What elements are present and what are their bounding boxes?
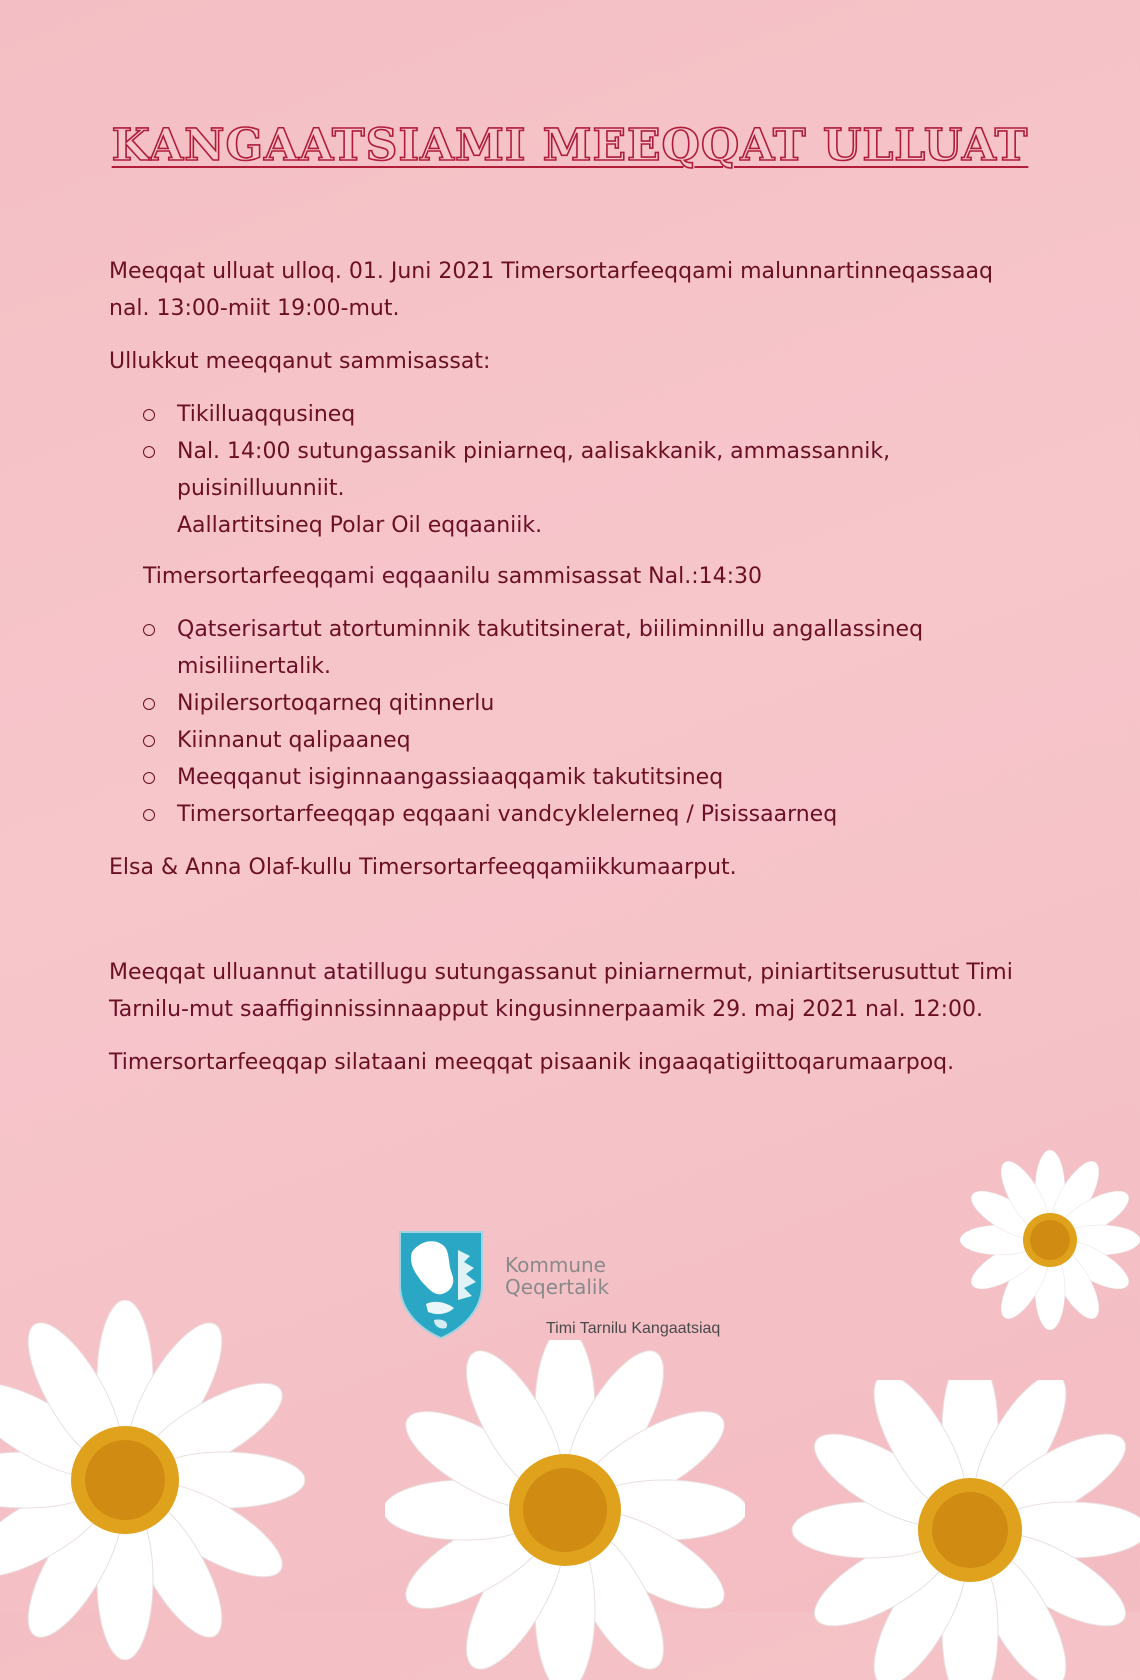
list-item (143, 796, 1049, 833)
kommune-shield-icon (398, 1230, 484, 1340)
list-item (143, 611, 1049, 685)
daisy-flower-icon (790, 1380, 1140, 1680)
daisy-flower-icon (0, 1300, 305, 1660)
events-list (109, 396, 1049, 544)
logo-text (505, 1254, 609, 1298)
list-item (143, 759, 1049, 796)
daisy-flower-icon (385, 1340, 745, 1680)
registration-line-2: Tarnilu-mut saaffiginnissinnaapput kingusinnerpaamik 29. maj 2021 nal. 12:00. (109, 997, 983, 1022)
list-item-text: Meeqqanut isiginnaangassiaaqqamik takutitsineq (177, 765, 724, 790)
list-item-text: Nipilersortoqarneq qitinnerlu (177, 691, 495, 716)
logo-line-2: Qeqertalik (505, 1275, 610, 1299)
list-item-text: Nal. 14:00 sutungassanik piniarneq, aalisakkanik, ammassannik, (177, 439, 891, 464)
logo-subtitle: Timi Tarnilu Kangaatsiaq (546, 1320, 721, 1337)
daisy-flower-icon (960, 1060, 1140, 1420)
logo-line-1: Kommune (505, 1253, 606, 1277)
list-item-text: Qatserisartut atortuminnik takutitsinerat, biiliminnillu angallassineq (177, 617, 924, 642)
list-item (143, 722, 1049, 759)
list-item (143, 433, 1049, 544)
intro-line-2: nal. 13:00-miit 19:00-mut. (109, 296, 400, 321)
list-item (143, 685, 1049, 722)
sub-heading: Timersortarfeeqqami eqqaanilu sammisassat Nal.:14:30 (143, 564, 763, 589)
closing-text: Elsa & Anna Olaf-kullu Timersortarfeeqqamiikkumaarput. (109, 855, 737, 880)
list-item-text: Aallartitsineq Polar Oil eqqaaniik. (177, 513, 543, 538)
poster-body (109, 253, 1049, 1081)
list-item-text: misiliinertalik. (177, 654, 332, 679)
registration-text (109, 954, 1049, 1028)
activities-list (109, 611, 1049, 833)
registration-line-1: Meeqqat ulluannut atatillugu sutungassanut piniarnermut, piniartitserusuttut Timi (109, 960, 1013, 985)
list-item-text: Timersortarfeeqqap eqqaani vandcyklelerneq / Pisissaarneq (177, 802, 838, 827)
list-item (143, 396, 1049, 433)
final-note: Timersortarfeeqqap silataani meeqqat pisaanik ingaaqatigiittoqarumaarpoq. (109, 1050, 955, 1075)
intro-text (109, 253, 1049, 327)
list-item-text: Kiinnanut qalipaaneq (177, 728, 411, 753)
list-item-text: Tikilluaqqusineq (177, 402, 356, 427)
page-title: KANGAATSIAMI MEEQQAT ULLUAT (111, 120, 1029, 171)
events-heading: Ullukkut meeqqanut sammisassat: (109, 349, 491, 374)
list-item-text: puisinilluunniit. (177, 476, 345, 501)
intro-line-1: Meeqqat ulluat ulloq. 01. Juni 2021 Timersortarfeeqqami malunnartinneqassaaq (109, 259, 993, 284)
